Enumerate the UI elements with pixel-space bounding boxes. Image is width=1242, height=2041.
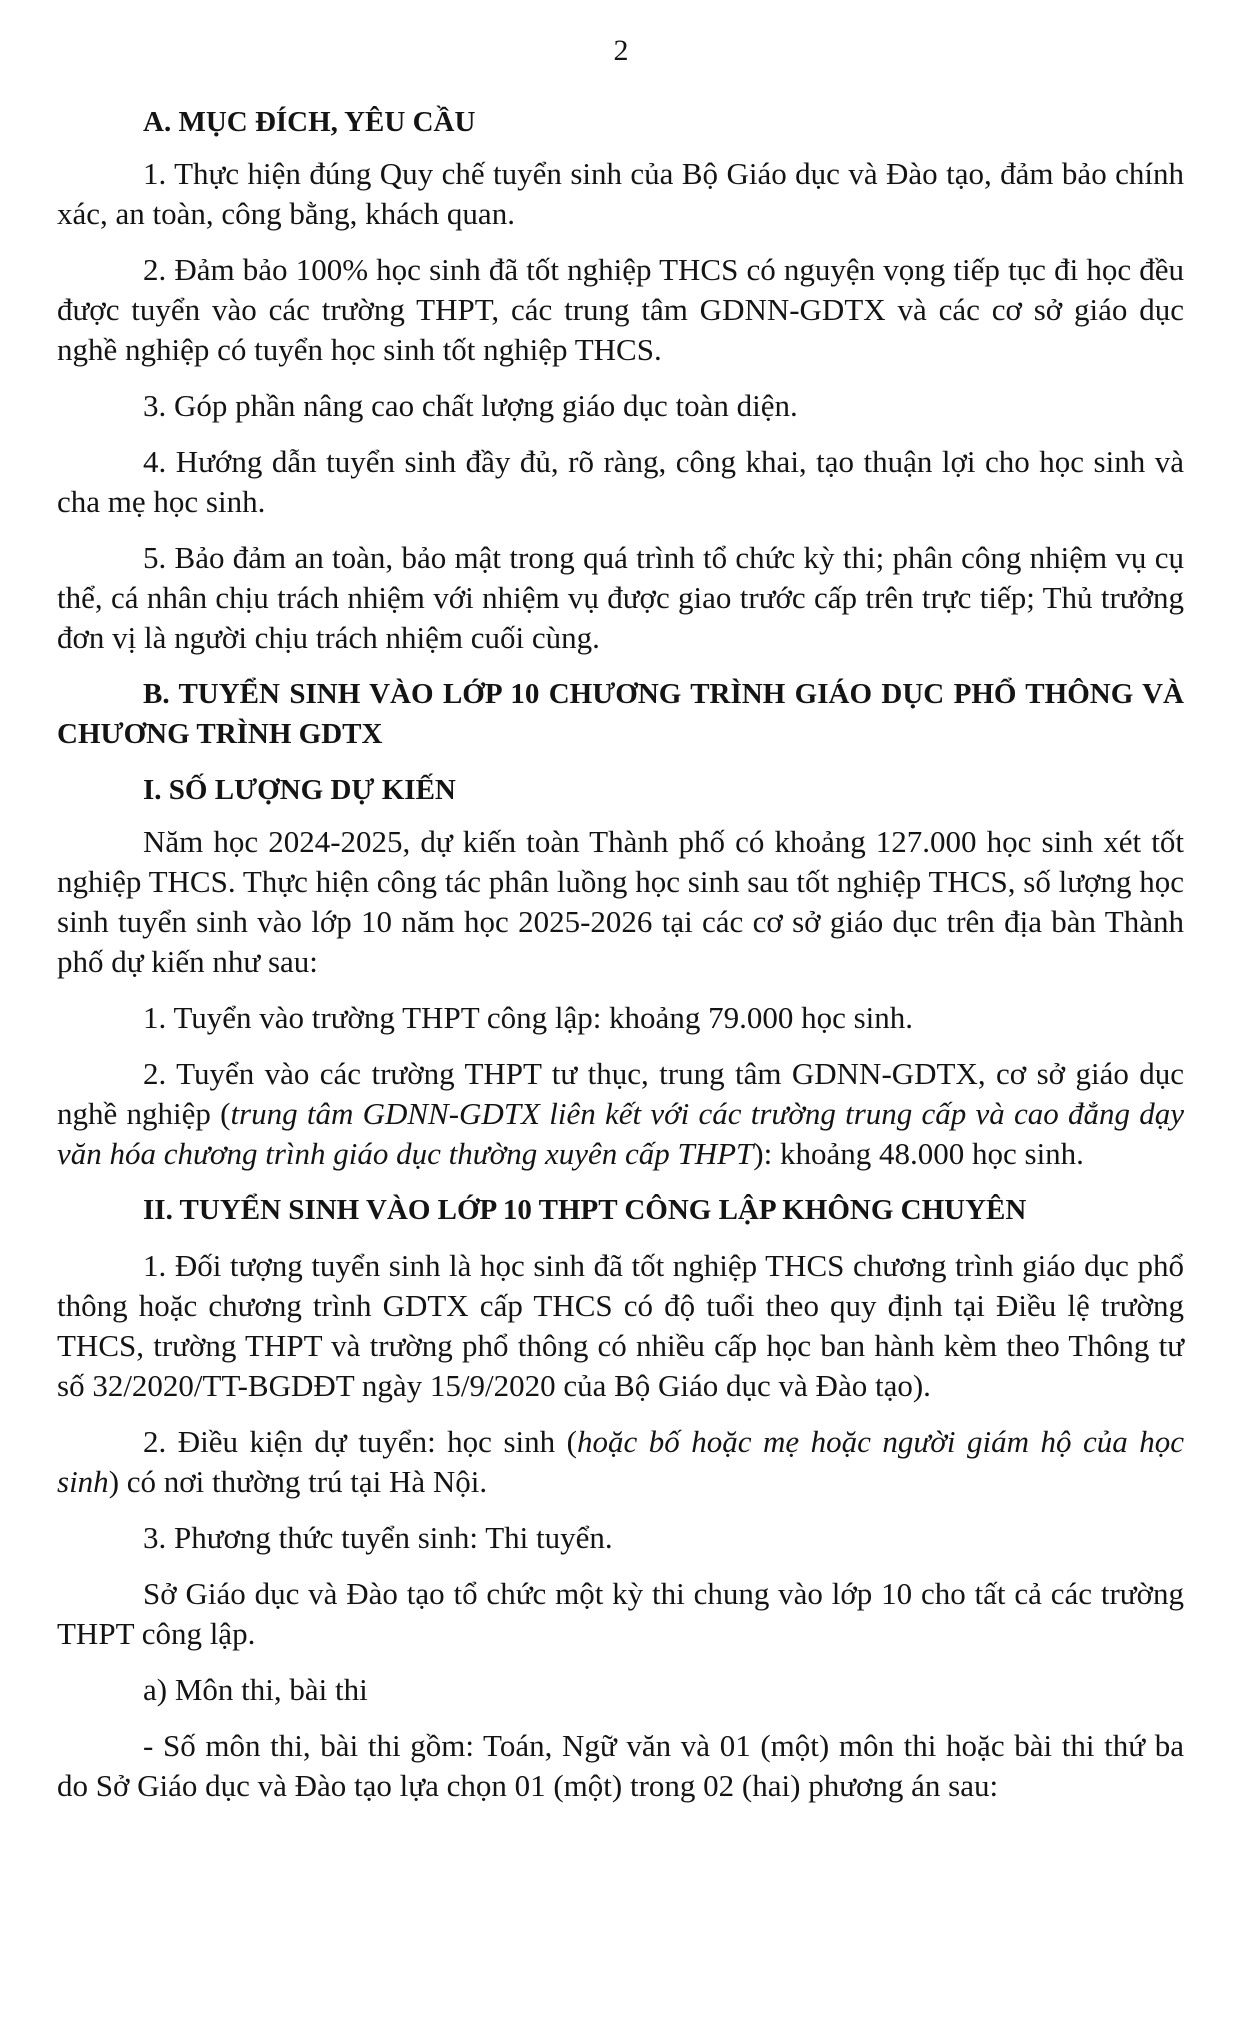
section-b-part-1-item-2 [57,1054,1184,1174]
section-b-heading: B. TUYỂN SINH VÀO LỚP 10 CHƯƠNG TRÌNH GIÁO DỤC PHỔ THÔNG VÀ CHƯƠNG TRÌNH GDTX [57,678,1184,750]
page-number: 2 [613,34,629,67]
section-b-part-2-exam-note: Sở Giáo dục và Đào tạo tổ chức một kỳ thi chung vào lớp 10 cho tất cả các trường THPT công lập. [57,1576,1184,1651]
section-b-part-2-item-1: 1. Đối tượng tuyển sinh là học sinh đã tốt nghiệp THCS chương trình giáo dục phổ thông hoặc chương trình GDTX cấp THCS có độ tuổi theo quy định tại Điều lệ trường THCS, trường THPT và trường phổ thông có nhiều cấp học ban hành kèm theo Thông tư số 32/2020/TT-BGDĐT ngày 15/9/2020 của Bộ Giáo dục và Đào tạo). [57,1248,1184,1403]
item-2-italic-note: trung tâm GDNN-GDTX liên kết với các trường trung cấp và cao đẳng dạy văn hóa chương trình giáo dục thường xuyên cấp THPT [57,1096,1184,1171]
section-b-part-1-item-1: 1. Tuyển vào trường THPT công lập: khoảng 79.000 học sinh. [143,1000,914,1035]
item-2-text-start: 2. Tuyển vào các trường THPT tư thục, trung tâm GDNN-GDTX, cơ sở giáo dục nghề nghiệp ( [57,1056,1184,1131]
section-b-part-2-item-2 [57,1422,1184,1502]
section-b-part-2-sub-a: a) Môn thi, bài thi [143,1672,368,1707]
section-b-part-2-heading: II. TUYỂN SINH VÀO LỚP 10 THPT CÔNG LẬP KHÔNG CHUYÊN [143,1194,1027,1226]
section-b-part-2-sub-a-detail: - Số môn thi, bài thi gồm: Toán, Ngữ văn và 01 (một) môn thi hoặc bài thi thứ ba do Sở Giáo dục và Đào tạo lựa chọn 01 (một) trong 02 (hai) phương án sau: [57,1728,1184,1803]
condition-text-start: 2. Điều kiện dự tuyển: học sinh ( [143,1424,577,1459]
item-2-text-end: ): khoảng 48.000 học sinh. [753,1136,1084,1171]
section-b-part-1-intro: Năm học 2024-2025, dự kiến toàn Thành phố có khoảng 127.000 học sinh xét tốt nghiệp THCS. Thực hiện công tác phân luồng học sinh sau tốt nghiệp THCS, số lượng học sinh tuyển sinh vào lớp 10 năm học 2025-2026 tại các cơ sở giáo dục trên địa bàn Thành phố dự kiến như sau: [57,824,1184,979]
section-a-item-4: 4. Hướng dẫn tuyển sinh đầy đủ, rõ ràng, công khai, tạo thuận lợi cho học sinh và cha mẹ học sinh. [57,444,1184,519]
condition-italic-note: hoặc bố hoặc mẹ hoặc người giám hộ của học sinh [57,1424,1184,1499]
section-a-item-5: 5. Bảo đảm an toàn, bảo mật trong quá trình tổ chức kỳ thi; phân công nhiệm vụ cụ thể, cá nhân chịu trách nhiệm với nhiệm vụ được giao trước cấp trên trực tiếp; Thủ trưởng đơn vị là người chịu trách nhiệm cuối cùng. [57,540,1184,655]
section-a-item-2: 2. Đảm bảo 100% học sinh đã tốt nghiệp THCS có nguyện vọng tiếp tục đi học đều được tuyển vào các trường THPT, các trung tâm GDNN-GDTX và các cơ sở giáo dục nghề nghiệp có tuyển học sinh tốt nghiệp THCS. [57,252,1184,367]
section-a-item-3: 3. Góp phần nâng cao chất lượng giáo dục toàn diện. [143,388,798,423]
condition-text-end: ) có nơi thường trú tại Hà Nội. [108,1464,488,1499]
section-b-part-1-heading: I. SỐ LƯỢNG DỰ KIẾN [143,774,456,806]
section-a-item-1: 1. Thực hiện đúng Quy chế tuyển sinh của Bộ Giáo dục và Đào tạo, đảm bảo chính xác, an toàn, công bằng, khách quan. [57,156,1184,231]
section-a-heading: A. MỤC ĐÍCH, YÊU CẦU [143,106,476,138]
section-b-part-2-item-3: 3. Phương thức tuyển sinh: Thi tuyển. [143,1520,613,1555]
document-body [57,102,1184,1806]
